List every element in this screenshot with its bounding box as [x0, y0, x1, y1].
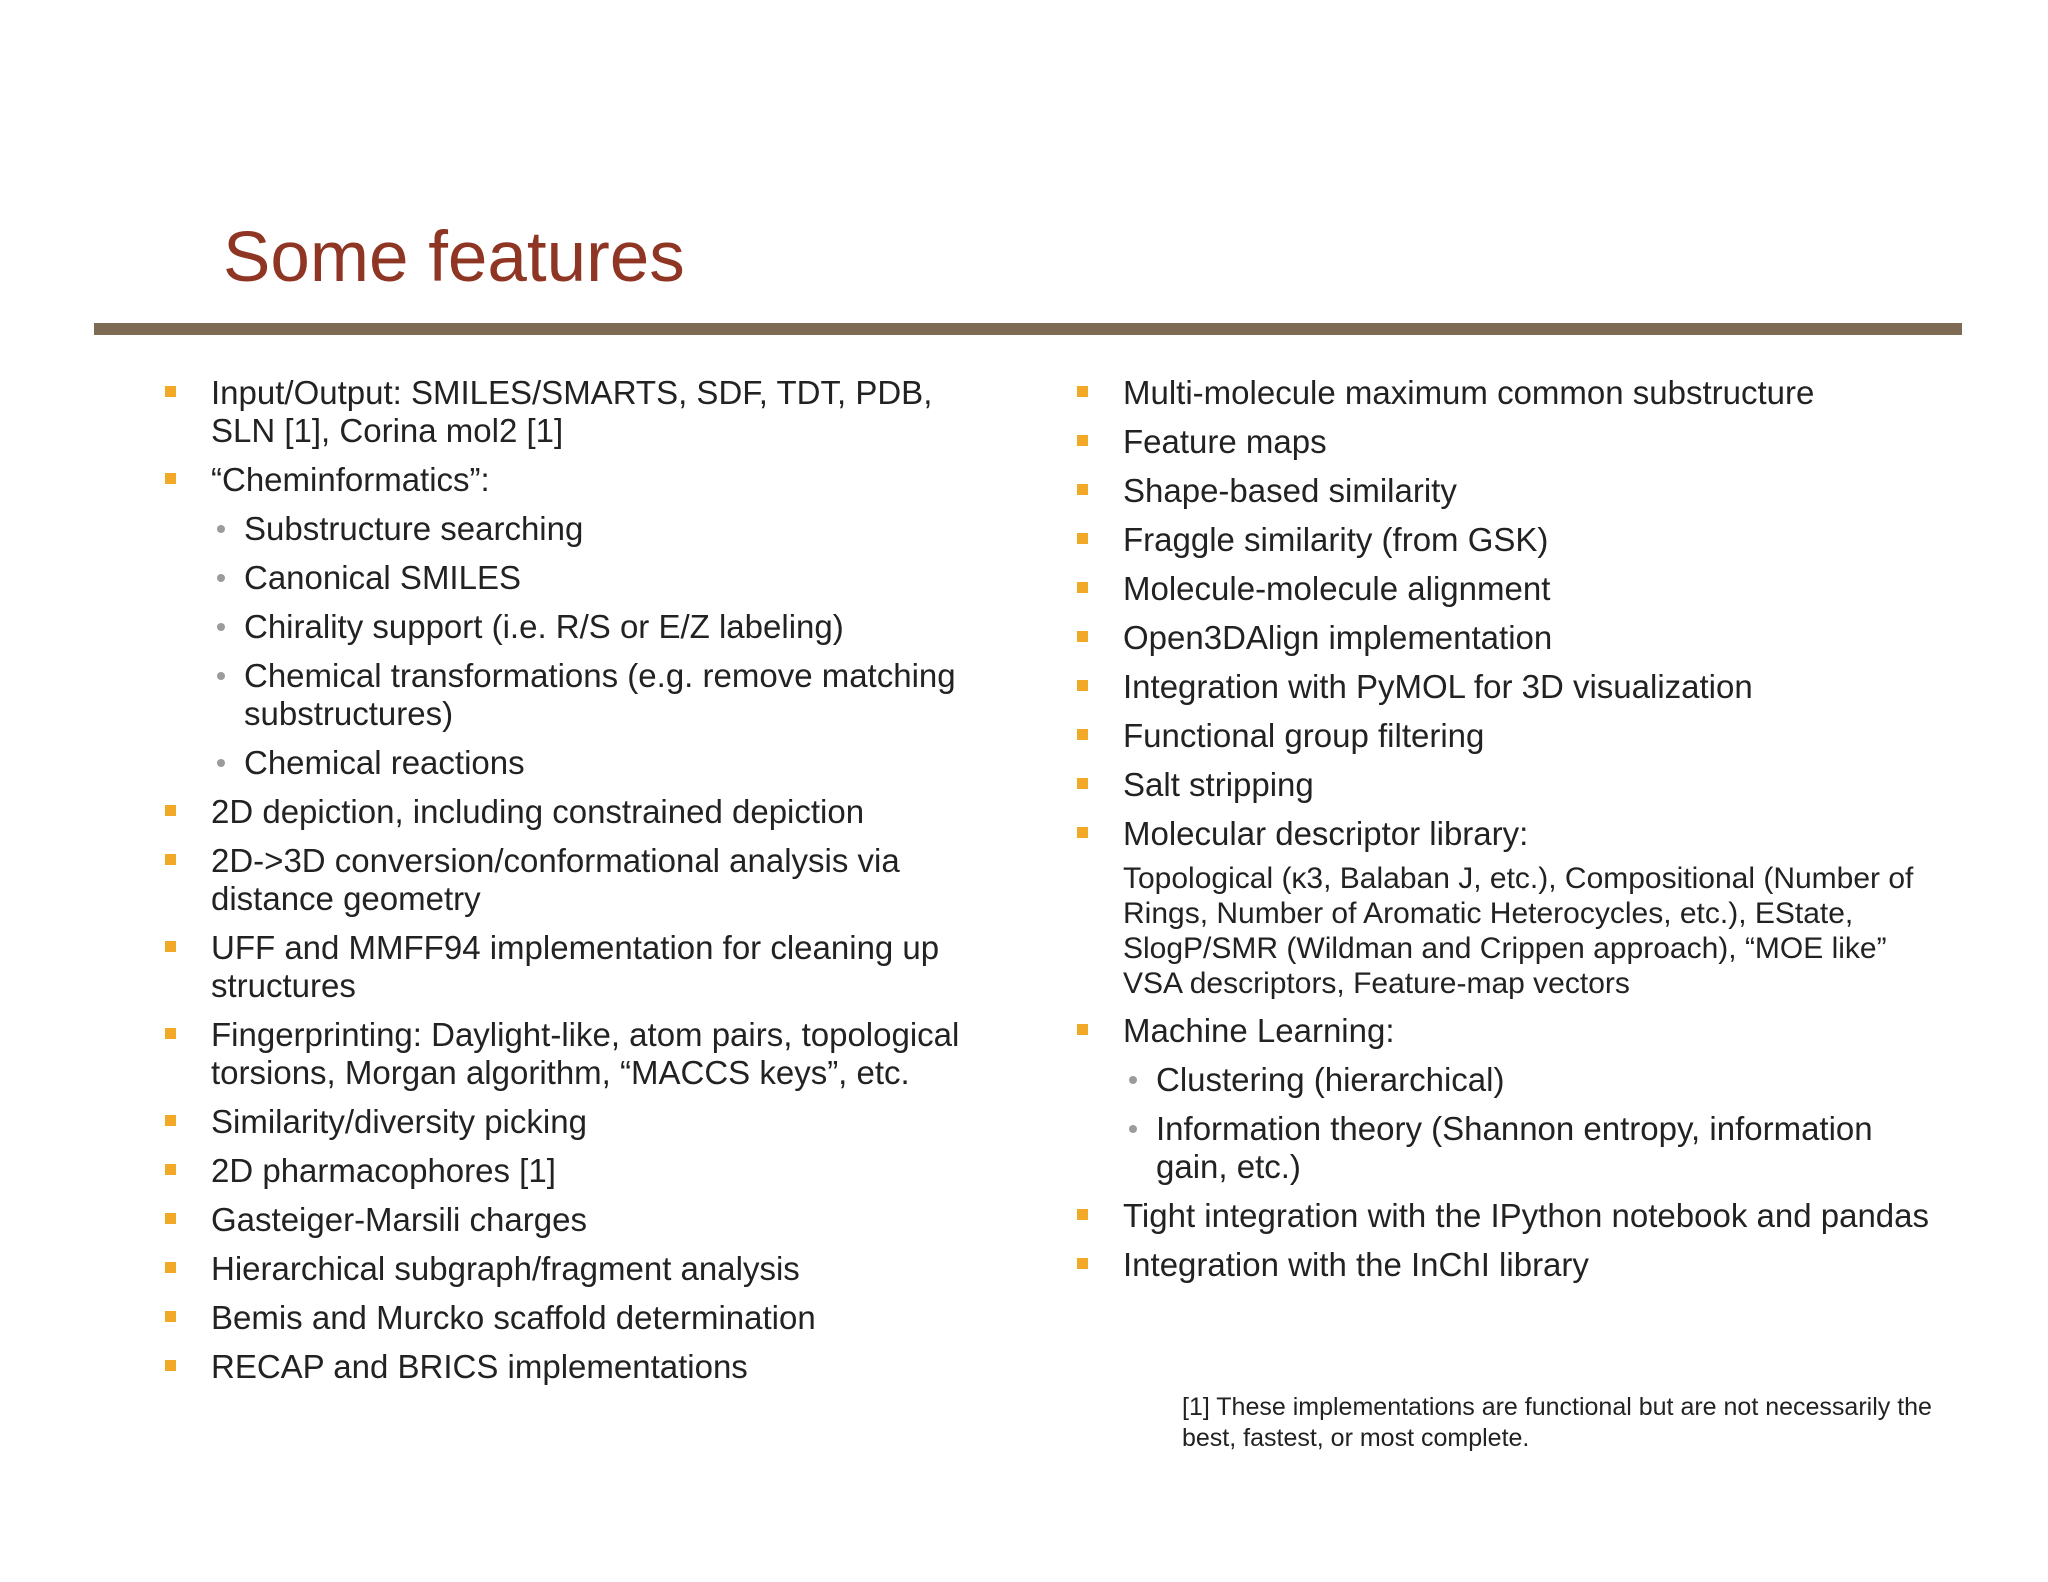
feature-text: Molecular descriptor library: — [1123, 815, 1529, 852]
feature-item — [165, 793, 1005, 831]
feature-item — [1077, 1012, 1937, 1186]
round-bullet-icon — [217, 672, 225, 680]
feature-text: Feature maps — [1123, 423, 1327, 460]
feature-item — [1077, 1197, 1937, 1235]
square-bullet-icon — [165, 1028, 176, 1039]
square-bullet-icon — [1077, 582, 1088, 593]
feature-text: Multi-molecule maximum common substructure — [1123, 374, 1815, 411]
feature-item — [165, 1016, 1005, 1092]
feature-text: Tight integration with the IPython notebook and pandas — [1123, 1197, 1930, 1234]
feature-text: Shape-based similarity — [1123, 472, 1457, 509]
feature-item — [165, 842, 1005, 918]
square-bullet-icon — [165, 386, 176, 397]
round-bullet-icon — [217, 759, 225, 767]
feature-text: 2D->3D conversion/conformational analysis via distance geometry — [211, 842, 900, 917]
feature-item — [1077, 374, 1937, 412]
feature-text: Salt stripping — [1123, 766, 1314, 803]
feature-item — [1077, 472, 1937, 510]
square-bullet-icon — [1077, 680, 1088, 691]
sub-feature-list — [211, 510, 1005, 782]
left-feature-list — [165, 374, 1005, 1397]
sub-feature-text: Clustering (hierarchical) — [1156, 1061, 1505, 1098]
sub-feature-item — [211, 608, 1005, 646]
sub-feature-text: Substructure searching — [244, 510, 584, 547]
square-bullet-icon — [165, 1262, 176, 1273]
square-bullet-icon — [1077, 533, 1088, 544]
right-feature-list — [1077, 374, 1937, 1295]
feature-item — [165, 1348, 1005, 1386]
feature-text: Integration with PyMOL for 3D visualization — [1123, 668, 1753, 705]
slide-title: Some features — [223, 218, 685, 297]
round-bullet-icon — [217, 525, 225, 533]
feature-text: Gasteiger-Marsili charges — [211, 1201, 587, 1238]
sub-feature-item — [211, 744, 1005, 782]
feature-text: Molecule-molecule alignment — [1123, 570, 1551, 607]
sub-feature-text: Chirality support (i.e. R/S or E/Z labeling) — [244, 608, 844, 645]
square-bullet-icon — [165, 1311, 176, 1322]
square-bullet-icon — [1077, 1024, 1088, 1035]
sub-feature-list — [1123, 1061, 1937, 1186]
feature-item — [165, 461, 1005, 782]
feature-text: UFF and MMFF94 implementation for cleaning up structures — [211, 929, 940, 1004]
square-bullet-icon — [1077, 1258, 1088, 1269]
feature-text: RECAP and BRICS implementations — [211, 1348, 748, 1385]
feature-item — [1077, 668, 1937, 706]
feature-item — [1077, 815, 1937, 1001]
feature-text: Open3DAlign implementation — [1123, 619, 1553, 656]
square-bullet-icon — [165, 1164, 176, 1175]
square-bullet-icon — [165, 1360, 176, 1371]
square-bullet-icon — [1077, 827, 1088, 838]
sub-feature-text: Information theory (Shannon entropy, information gain, etc.) — [1156, 1110, 1873, 1185]
sub-feature-item — [1123, 1110, 1937, 1186]
title-divider — [94, 323, 1962, 335]
feature-text: 2D depiction, including constrained depiction — [211, 793, 865, 830]
feature-item — [1077, 766, 1937, 804]
square-bullet-icon — [165, 941, 176, 952]
square-bullet-icon — [1077, 729, 1088, 740]
square-bullet-icon — [165, 473, 176, 484]
feature-text: Similarity/diversity picking — [211, 1103, 587, 1140]
square-bullet-icon — [1077, 484, 1088, 495]
round-bullet-icon — [217, 574, 225, 582]
round-bullet-icon — [1129, 1076, 1137, 1084]
footnote: [1] These implementations are functional but are not necessarily the best, fastest, or most complete. — [1182, 1393, 1932, 1452]
feature-item — [1077, 521, 1937, 559]
feature-item — [165, 1103, 1005, 1141]
feature-item — [1077, 1246, 1937, 1284]
square-bullet-icon — [165, 1213, 176, 1224]
feature-item — [1077, 570, 1937, 608]
feature-item — [1077, 423, 1937, 461]
round-bullet-icon — [1129, 1125, 1137, 1133]
feature-text: Integration with the InChI library — [1123, 1246, 1589, 1283]
feature-item — [165, 1152, 1005, 1190]
feature-text: Fraggle similarity (from GSK) — [1123, 521, 1549, 558]
feature-text: “Cheminformatics”: — [211, 461, 490, 498]
square-bullet-icon — [1077, 631, 1088, 642]
feature-text: Bemis and Murcko scaffold determination — [211, 1299, 816, 1336]
sub-feature-item — [211, 510, 1005, 548]
sub-feature-item — [211, 657, 1005, 733]
feature-text: Machine Learning: — [1123, 1012, 1395, 1049]
feature-text: 2D pharmacophores [1] — [211, 1152, 556, 1189]
square-bullet-icon — [165, 805, 176, 816]
feature-description: Topological (κ3, Balaban J, etc.), Compositional (Number of Rings, Number of Aromatic Heterocycles, etc.), EState, SlogP/SMR (Wildman and Crippen approach), “MOE like” VSA descriptors, Feature-map vectors — [1123, 862, 1914, 1000]
sub-feature-text: Chemical reactions — [244, 744, 525, 781]
feature-text: Hierarchical subgraph/fragment analysis — [211, 1250, 800, 1287]
feature-item — [1077, 619, 1937, 657]
feature-item — [165, 374, 1005, 450]
round-bullet-icon — [217, 623, 225, 631]
square-bullet-icon — [1077, 386, 1088, 397]
sub-feature-text: Chemical transformations (e.g. remove matching substructures) — [244, 657, 956, 732]
square-bullet-icon — [1077, 778, 1088, 789]
sub-feature-text: Canonical SMILES — [244, 559, 521, 596]
feature-text: Input/Output: SMILES/SMARTS, SDF, TDT, PDB, SLN [1], Corina mol2 [1] — [211, 374, 933, 449]
feature-item — [1077, 717, 1937, 755]
square-bullet-icon — [1077, 1209, 1088, 1220]
sub-feature-item — [211, 559, 1005, 597]
square-bullet-icon — [165, 854, 176, 865]
feature-item — [165, 1299, 1005, 1337]
feature-text: Fingerprinting: Daylight-like, atom pairs, topological torsions, Morgan algorithm, “MACCS keys”, etc. — [211, 1016, 960, 1091]
square-bullet-icon — [165, 1115, 176, 1126]
square-bullet-icon — [1077, 435, 1088, 446]
feature-item — [165, 929, 1005, 1005]
feature-item — [165, 1250, 1005, 1288]
feature-item — [165, 1201, 1005, 1239]
feature-text: Functional group filtering — [1123, 717, 1485, 754]
sub-feature-item — [1123, 1061, 1937, 1099]
